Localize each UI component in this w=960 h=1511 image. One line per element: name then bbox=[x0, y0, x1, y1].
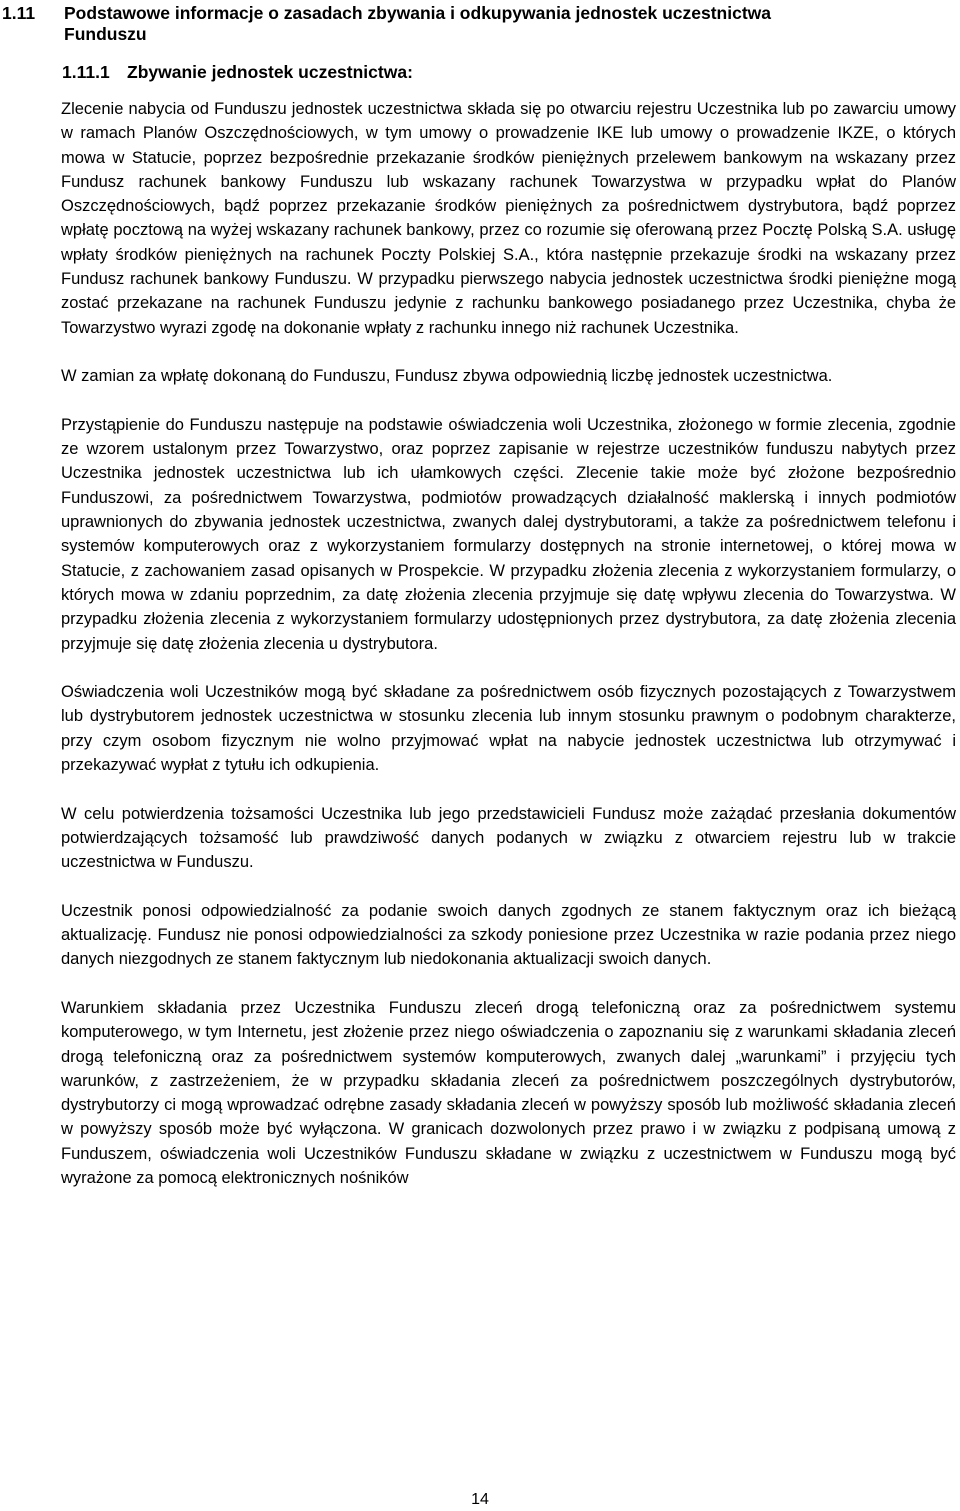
paragraph-2: W zamian za wpłatę dokonaną do Funduszu, Fundusz zbywa odpowiednią liczbę jednostek uczestnictwa. bbox=[61, 367, 833, 386]
paragraph-3: Przystąpienie do Funduszu następuje na podstawie oświadczenia woli Uczestnika, złożonego w formie zlecenia, zgodnie ze wzorem ustalonym przez Towarzystwo, oraz poprzez zapisanie w rejestrze uczestników funduszu nabytych przez Uczestnika jednostek uczestnictwa lub ich ułamkowych części. Zlecenie takie może być złożone bezpośrednio Funduszowi, za pośrednictwem Towarzystwa, podmiotów prowadzących działalność maklerską i innych podmiotów uprawnionych do zbywania jednostek uczestnictwa, zwanych dalej dystrybutorami, a także za pośrednictwem telefonu i systemów komputerowych oraz z wykorzystaniem formularzy dostępnych na stronie internetowej, o której mowa w Statucie, z zachowaniem zasad opisanych w Prospekcie. W przypadku złożenia zlecenia z wykorzystaniem formularzy, o których mowa w zdaniu poprzednim, za datę złożenia zlecenia przyjmuje się datę wpływu zlecenia do Towarzystwa. W przypadku złożenia zlecenia z wykorzystaniem formularzy udostępnionych przez dystrybutora, za datę złożenia zlecenia przyjmuje się datę złożenia zlecenia u dystrybutora. bbox=[61, 415, 956, 653]
paragraph-7: Warunkiem składania przez Uczestnika Funduszu zleceń drogą telefoniczną oraz za pośrednictwem systemu komputerowego, w tym Internetu, jest złożenie przez niego oświadczenia o zapoznaniu się z warunkami składania zleceń drogą telefoniczną oraz za pośrednictwem systemów komputerowych, zwanych dalej „warunkami” i przyjęciu tych warunków, z zastrzeżeniem, że w przypadku składania zleceń za pośrednictwem poszczególnych dystrybutorów, dystrybutorzy ci mogą wprowadzać odrębne zasady składania zleceń w powyższy sposób lub możliwość składania zleceń w powyższy sposób może być wyłączona. W granicach dozwolonych przez prawo i w związku z podpisaną umową z Funduszem, oświadczenia woli Uczestników Funduszu składane w związku z uczestnictwem w Funduszu mogą być wyrażone za pomocą elektronicznych nośników bbox=[61, 998, 956, 1188]
paragraph-5: W celu potwierdzenia tożsamości Uczestnika lub jego przedstawicieli Fundusz może zażądać przesłania dokumentów potwierdzających tożsamość lub prawdziwość danych podanych w związku z otwarciem rejestru lub w trakcie uczestnictwa w Funduszu. bbox=[61, 804, 956, 872]
section-title-line1: Podstawowe informacje o zasadach zbywania i odkupywania jednostek uczestnictwa bbox=[64, 3, 771, 23]
section-heading bbox=[2, 3, 952, 45]
subsection-title: Zbywanie jednostek uczestnictwa: bbox=[127, 62, 413, 82]
section-number: 1.11 bbox=[2, 3, 36, 23]
document-body bbox=[61, 97, 956, 1215]
subsection-heading bbox=[62, 62, 413, 83]
paragraph-4: Oświadczenia woli Uczestników mogą być składane za pośrednictwem osób fizycznych pozostających z Towarzystwem lub dystrybutorem jednostek uczestnictwa w stosunku zlecenia lub innym stosunku prawnym o podobnym charakterze, przy czym osobom fizycznym nie wolno przyjmować wpłat na nabycie jednostek uczestnictwa lub otrzymywać i przekazywać wypłat z tytułu ich odkupienia. bbox=[61, 683, 956, 775]
page-number: 14 bbox=[471, 1491, 489, 1508]
section-title-line2: Funduszu bbox=[64, 24, 147, 44]
paragraph-6: Uczestnik ponosi odpowiedzialność za podanie swoich danych zgodnych ze stanem faktycznym oraz ich bieżącą aktualizację. Fundusz nie ponosi odpowiedzialności za szkody poniesione przez Uczestnika w razie podania przez niego danych niezgodnych ze stanem faktycznym lub niedokonania aktualizacji swoich danych. bbox=[61, 901, 956, 969]
paragraph-1: Zlecenie nabycia od Funduszu jednostek uczestnictwa składa się po otwarciu rejestru Uczestnika lub po zawarciu umowy w ramach Planów Oszczędnościowych, w tym umowy o prowadzenie IKE lub umowy o prowadzenie IKZE, o których mowa w Statucie, poprzez bezpośrednie przekazanie środków pieniężnych przelewem bankowym na wskazany przez Fundusz rachunek bankowy Funduszu lub wskazany rachunek Towarzystwa w przypadku wpłat do Planów Oszczędnościowych, bądź poprzez przekazanie środków pieniężnych za pośrednictwem dystrybutora, bądź poprzez wpłatę pocztową na wyżej wskazany rachunek bankowy, przez co rozumie się oferowaną przez Pocztę Polską S.A. usługę wpłaty środków pieniężnych na rachunek Poczty Polskiej S.A., która następnie przekazuje środki na wskazany przez Fundusz rachunek bankowy Funduszu. W przypadku pierwszego nabycia jednostek uczestnictwa środki pieniężne mogą zostać przekazane na rachunek Funduszu jedynie z rachunku bankowego posiadanego przez Uczestnika, chyba że Towarzystwo wyrazi zgodę na dokonanie wpłaty z rachunku innego niż rachunek Uczestnika. bbox=[61, 100, 956, 337]
subsection-number: 1.11.1 bbox=[62, 62, 110, 82]
